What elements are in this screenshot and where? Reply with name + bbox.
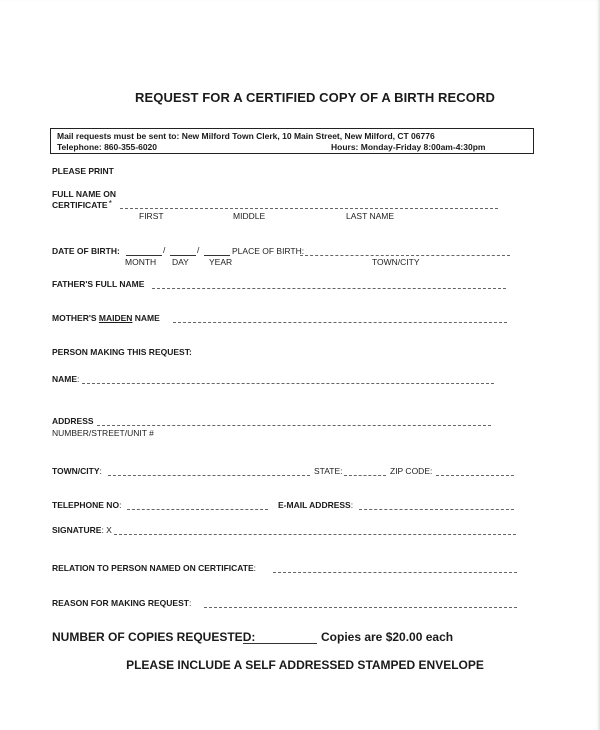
- sub-month: MONTH: [125, 257, 157, 267]
- dob-slash-2: /: [197, 245, 200, 255]
- full-name-label-line1: FULL NAME ON: [52, 189, 117, 199]
- email-label: E-MAIL ADDRESS:: [278, 500, 354, 510]
- please-print-label: PLEASE PRINT: [52, 166, 114, 176]
- dob-month-input[interactable]: [126, 255, 162, 256]
- requester-heading: PERSON MAKING THIS REQUEST:: [52, 347, 192, 357]
- sub-middle: MIDDLE: [233, 211, 266, 221]
- zip-code-label: ZIP CODE:: [390, 466, 433, 476]
- relation-label: RELATION TO PERSON NAMED ON CERTIFICATE:: [52, 563, 257, 573]
- sub-last-name: LAST NAME: [346, 211, 395, 221]
- full-name-input[interactable]: [120, 208, 498, 209]
- office-hours: Hours: Monday-Friday 8:00am-4:30pm: [331, 142, 486, 152]
- sub-year: YEAR: [209, 257, 233, 267]
- reason-label: REASON FOR MAKING REQUEST:: [52, 598, 192, 608]
- mothers-name-label: MOTHER'S MAIDEN NAME: [52, 313, 160, 323]
- full-name-label-line2: CERTIFICATE*: [52, 198, 112, 210]
- telephone-label: TELEPHONE NO:: [52, 500, 122, 510]
- email-input[interactable]: [359, 509, 514, 510]
- copies-input[interactable]: [243, 643, 317, 644]
- reason-input[interactable]: [204, 607, 517, 608]
- telephone-info: Telephone: 860-355-6020: [57, 142, 157, 152]
- sub-day: DAY: [172, 257, 189, 267]
- telephone-input[interactable]: [127, 509, 268, 510]
- address-label: ADDRESS: [52, 416, 94, 426]
- place-of-birth-input[interactable]: [300, 255, 510, 256]
- relation-input[interactable]: [273, 572, 517, 573]
- mothers-maiden-name-input[interactable]: [173, 322, 507, 323]
- fathers-name-input[interactable]: [152, 288, 506, 289]
- address-sublabel: NUMBER/STREET/UNIT #: [52, 428, 154, 438]
- address-input[interactable]: [97, 425, 491, 426]
- signature-input[interactable]: [114, 534, 516, 535]
- footer-note: PLEASE INCLUDE A SELF ADDRESSED STAMPED ENVELOPE: [126, 658, 484, 672]
- dob-slash-1: /: [163, 245, 166, 255]
- town-city-label: TOWN/CITY:: [52, 466, 102, 476]
- zip-code-input[interactable]: [436, 475, 514, 476]
- dob-day-input[interactable]: [170, 255, 196, 256]
- town-city-input[interactable]: [108, 475, 310, 476]
- dob-label: DATE OF BIRTH:: [52, 246, 120, 256]
- requester-name-input[interactable]: [82, 383, 494, 384]
- fathers-name-label: FATHER'S FULL NAME: [52, 279, 145, 289]
- place-of-birth-label: PLACE OF BIRTH:: [232, 246, 305, 256]
- sub-town-city: TOWN/CITY: [372, 257, 420, 267]
- name-label: NAME:: [52, 374, 80, 384]
- state-label: STATE:: [314, 466, 343, 476]
- state-input[interactable]: [344, 475, 386, 476]
- copies-label: NUMBER OF COPIES REQUESTED:: [52, 630, 256, 644]
- dob-year-input[interactable]: [204, 255, 230, 256]
- signature-label: SIGNATURE: X: [52, 525, 112, 535]
- mailing-info-box: [50, 128, 534, 154]
- mailing-address: Mail requests must be sent to: New Milford Town Clerk, 10 Main Street, New Milford, CT 06776: [57, 131, 435, 141]
- sub-first: FIRST: [139, 211, 164, 221]
- form-title: REQUEST FOR A CERTIFIED COPY OF A BIRTH RECORD: [135, 90, 495, 105]
- copies-price-note: Copies are $20.00 each: [321, 630, 454, 644]
